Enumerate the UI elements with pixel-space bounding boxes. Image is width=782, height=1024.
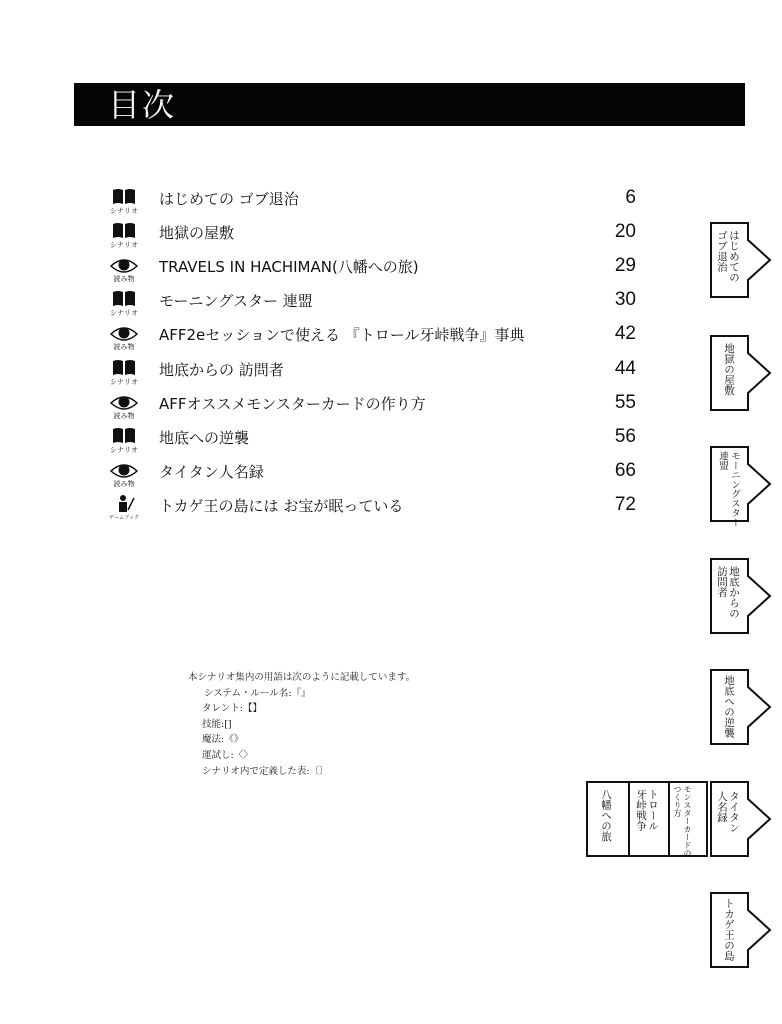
toc-entry-label: 地底への逆襲 [159,429,250,447]
eye-icon: 読み物 [106,460,142,490]
toc-entry-page: 20 [614,221,636,242]
toc-entry-10[interactable] [106,493,636,523]
side-tab-label: 八幡への旅 [600,789,612,842]
toc-entry-label: はじめての ゴブ退治 [159,190,299,208]
book-icon: シナリオ [106,187,142,217]
toc-entry-label: TRAVELS IN HACHIMAN(八幡への旅) [159,258,419,276]
side-tab-troll[interactable] [628,781,670,857]
side-tab-titan[interactable] [710,781,772,857]
notes-intro: 本シナリオ集内の用語は次のように記載しています。 [188,672,416,683]
side-tab-lizard-king[interactable] [710,892,772,968]
eye-icon: 読み物 [106,323,142,353]
side-tab-monster-card[interactable] [668,781,708,857]
toc-entry-4[interactable] [106,288,636,318]
notes-item: シナリオ内で定義した表:〔〕 [202,765,329,777]
toc-entry-2[interactable] [106,220,636,250]
book-icon: シナリオ [106,289,142,319]
side-tab-label: 地底からの 訪問者 [716,566,740,619]
notes-item: 技能:[] [202,718,232,730]
side-tab-label: タイタン 人名録 [716,791,740,833]
book-icon: シナリオ [106,358,142,388]
toc-entry-label: AFFオススメモンスターカードの作り方 [159,395,426,413]
toc-entry-page: 42 [614,323,636,344]
side-tab-label: トカゲ王の島 [723,898,735,961]
book-icon: シナリオ [106,221,142,251]
toc-entry-page: 29 [614,255,636,276]
toc-entry-page: 72 [614,494,636,515]
side-tab-label: 地獄の屋敷 [723,343,735,396]
side-tab-label: モンスターカードの つくり方 [673,785,692,857]
side-tab-label: トロール 牙峠戦争 [635,789,659,831]
eye-icon: 読み物 [106,255,142,285]
notes-item: タレント:【】 [202,703,262,715]
eye-icon: 読み物 [106,392,142,422]
toc-entry-page: 6 [625,187,636,208]
toc-entry-1[interactable] [106,186,636,216]
side-tab-mansion[interactable] [710,335,772,411]
notes-item: システム・ルール名:『』 [204,687,311,699]
toc-entry-3[interactable] [106,254,636,284]
side-tab-goblin[interactable] [710,222,772,298]
toc-entry-label: 地底からの 訪問者 [159,361,284,379]
toc-entry-5[interactable] [106,322,636,352]
toc-entry-6[interactable] [106,357,636,387]
toc-entry-page: 66 [614,460,636,481]
toc-entry-page: 55 [614,392,636,413]
side-tab-visitor[interactable] [710,558,772,634]
notation-notes [188,670,415,779]
toc-entry-8[interactable] [106,425,636,455]
toc-entry-page: 44 [614,358,636,379]
side-tab-counterattack[interactable] [710,669,772,745]
notes-item: 運試し:〈〉 [202,749,253,761]
gamebook-icon: ゲームブック [106,494,142,524]
side-tab-label: 地底への逆襲 [723,675,735,738]
toc-entry-9[interactable] [106,459,636,489]
side-tab-label: モーニングスター 連盟 [717,451,740,527]
toc-entry-label: モーニングスター 連盟 [159,292,313,310]
toc-entry-label: 地獄の屋敷 [159,224,235,242]
toc-entry-7[interactable] [106,391,636,421]
toc-entry-label: AFF2eセッションで使える 『トロール牙峠戦争』事典 [159,326,525,344]
page-title: 目次 [108,86,177,124]
toc-entry-page: 30 [614,289,636,310]
toc-entry-label: トカゲ王の島には お宝が眠っている [159,497,404,515]
notes-item: 魔法:《》 [202,734,244,746]
side-tab-hachiman[interactable] [586,781,630,857]
book-icon: シナリオ [106,426,142,456]
side-tab-morningstar[interactable] [710,446,772,527]
toc-entry-page: 56 [614,426,636,447]
side-tab-label: はじめての ゴブ退治 [716,230,740,283]
toc-entry-label: タイタン人名録 [159,463,264,481]
title-bar [74,83,745,126]
